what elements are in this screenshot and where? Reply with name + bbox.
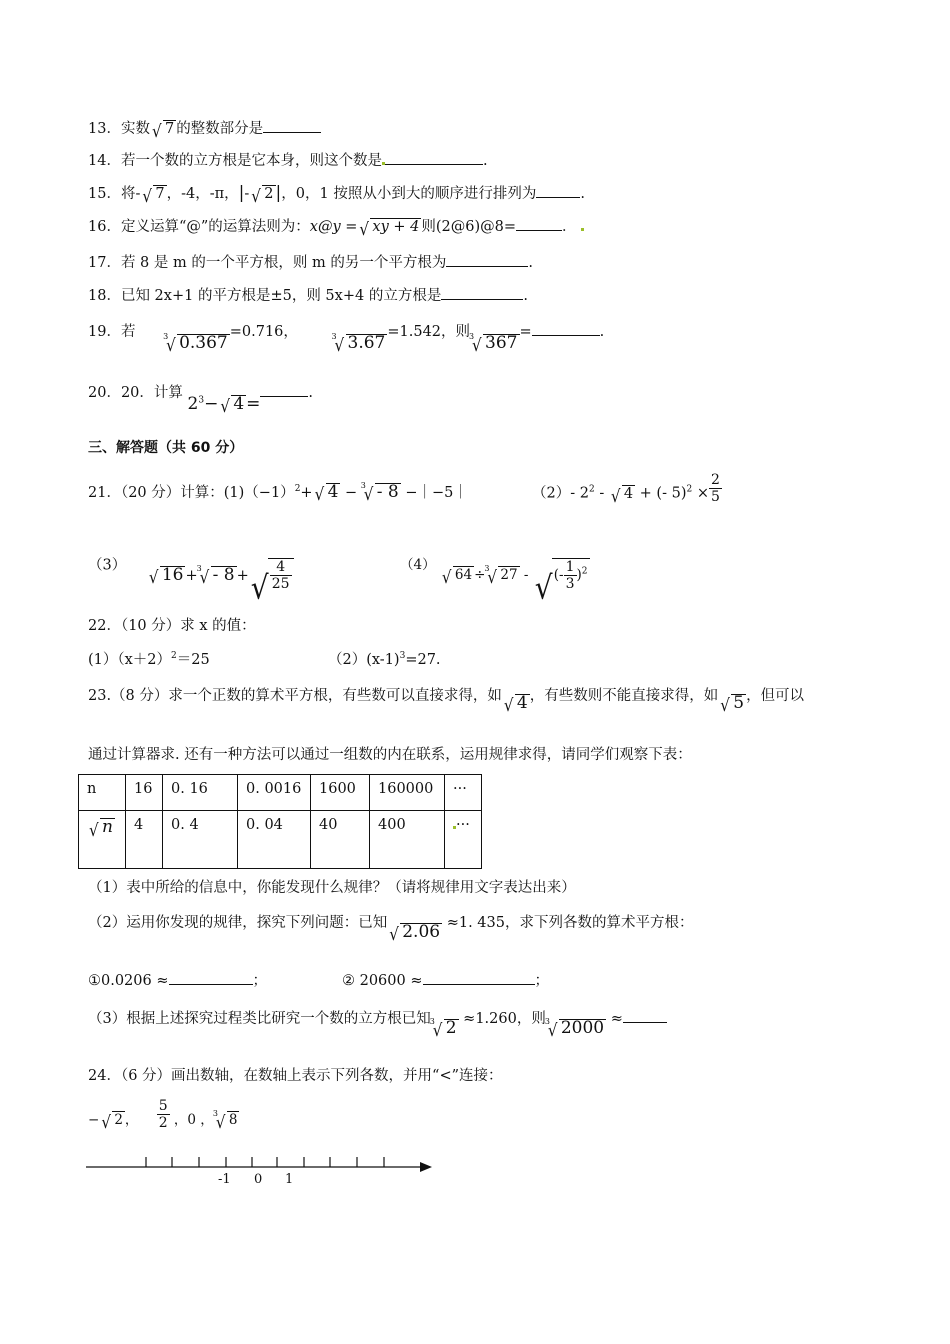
answer-blank[interactable] [516,216,562,231]
q22-part2: $(2)(x-1)^3=27$. [328,651,441,668]
q23-c1: ①0.0206 ≈ ； [88,970,267,991]
answer-blank[interactable] [441,285,523,300]
q21-part1: 21．（20 分）计算：$(1)(-1)^2+$ √ 4 − 3 √ - 8 −｜−5｜ [88,481,468,505]
answer-blank[interactable] [423,970,535,985]
q24-title: 24．（6 分）画出数轴，在数轴上表示下列各数，并用“<”连接： [88,1068,503,1084]
q15: 15．将- √ 7 ，-4，-π，|- √ 2 |，0，1 按照从小到大的顺序进行排列为 . [88,183,585,207]
tick-label: 0 [254,1172,263,1187]
q21-part4: （4） √ 64 ÷ 3 √ 27 - √ (- $\frac{1}{3}$ )$^2$ [400,557,588,607]
number-line [84,1152,444,1202]
q22-part1: $(1)(x+2)^2=25$ [88,651,210,668]
q21-part3: （3） √ 16 + 3 √ - 8 + √ $\frac{4}{25}$ [88,548,294,582]
answer-blank[interactable] [623,1008,667,1023]
q23-sub3: （3）根据上述探究过程类比研究一个数的立方根已知 3 √ 2 ≈1.260，则 3 √ 2000 ≈ [88,1008,667,1029]
data-table [78,774,482,869]
table-row: n 16 0. 16 0. 0016 1600 160000 ··· [79,775,482,811]
q22-title: 22．（10 分）求 x 的值： [88,618,256,634]
answer-blank[interactable] [532,321,600,336]
q20: 20．20．计算 $2^3-$ √ 4 =. [88,382,313,403]
section-title: 三、解答题（共 60 分） [88,440,244,456]
answer-blank[interactable] [260,382,308,397]
q14: 14．若一个数的立方根是它本身，则这个数是 . [88,150,488,171]
q21-part2: （2）- $2^2$ - √ 4 + (- 5)$^2$ × $\frac{2}{5}$ [532,472,720,506]
tick-label: -1 [218,1172,231,1187]
sqrt-7: √ 7 [151,120,175,142]
answer-blank[interactable] [446,252,528,267]
q23-line2: 通过计算器求. 还有一种方法可以通过一组数的内在联系，运用规律求得，请同学们观察下表： [88,747,692,763]
answer-blank[interactable] [169,970,253,985]
table-row: √ n 4 0. 4 0. 04 40 400 ··· [79,811,482,869]
q17: 17．若 8 是 m 的一个平方根，则 m 的另一个平方根为 . [88,252,533,273]
q16: 16．定义运算“@”的运算法则为：x@y = √ xy + 4 则(2@6)@8= ． [88,216,584,237]
q18: 18．已知 2x+1 的平方根是±5，则 5x+4 的立方根是 . [88,285,528,306]
q23-sub1: （1）表中所给的信息中，你能发现什么规律？（请将规律用文字表达出来） [88,880,576,896]
answer-blank[interactable] [536,183,580,198]
q23-line1: 23.（8 分）求一个正数的算术平方根，有些数可以直接求得，如 √ 4 ，有些数则不能直接求得，如 √ 5 ，但可以 [88,688,805,716]
q19: 19．若 3 √ 0.367=0.716， 3 √ 3.67=1.542，则 3 √ 367= . [88,321,604,342]
answer-blank[interactable] [263,118,321,133]
answer-blank[interactable] [385,150,483,165]
q23-sub2: （2）运用你发现的规律，探究下列问题：已知 √ 2.06 ≈1. 435，求下列各数的算术平方根： [88,915,694,945]
q24-numbers: − √ 2 ， $\frac{5}{2}$ ，0 ， 3 √ 8 [88,1098,238,1133]
q23-c2: ② 20600 ≈ ； [342,970,549,991]
tick-label: 1 [285,1172,294,1187]
q13: 13．实数 √ 7 的整数部分是 [88,118,321,139]
